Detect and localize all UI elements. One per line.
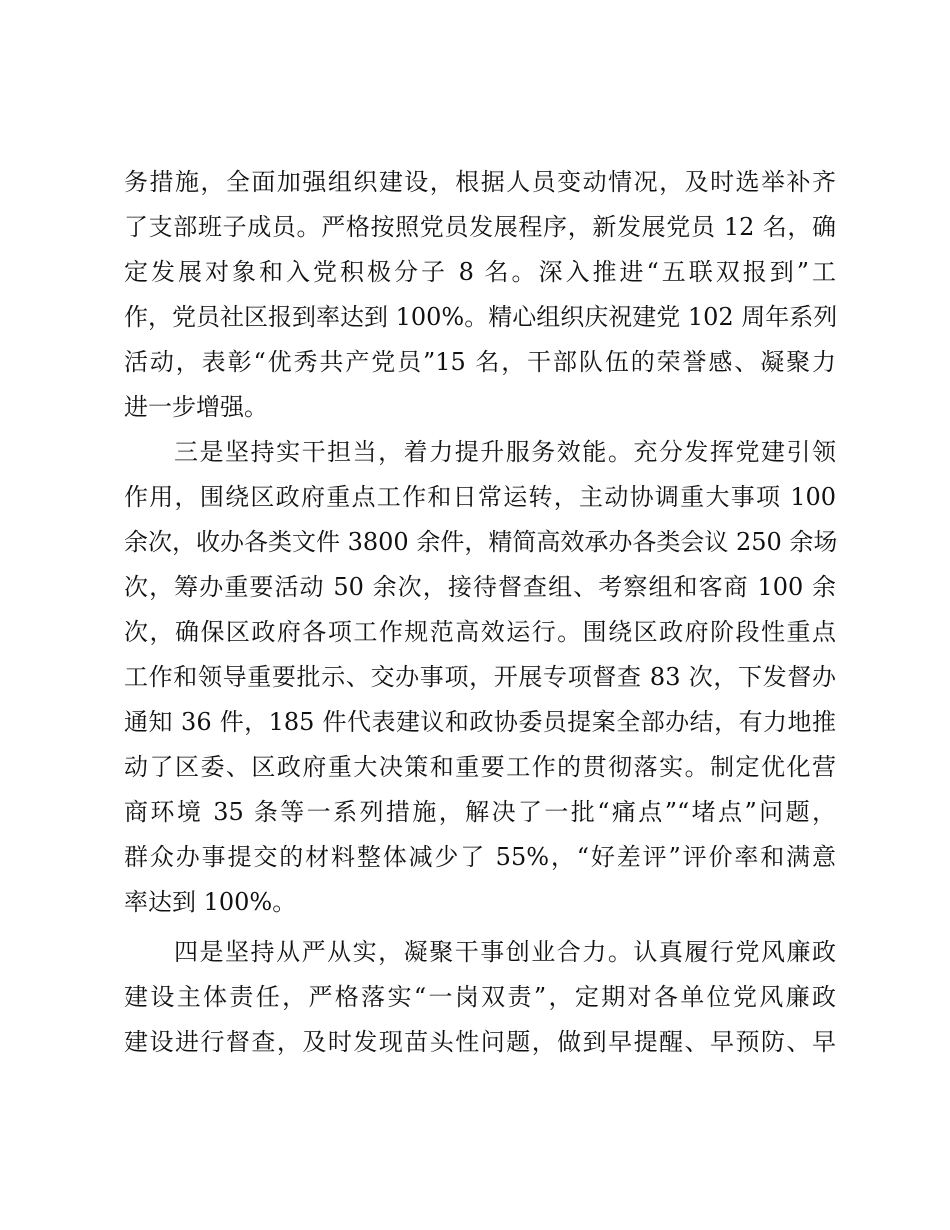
text-line: 动了区委、区政府重大决策和重要工作的贯彻落实。制定优化营 [124,753,836,781]
text-line: 群众办事提交的材料整体减少了 55%，“好差评”评价率和满意 [124,843,836,871]
text-line: 作，党员社区报到率达到 100%。精心组织庆祝建党 102 周年系列 [124,303,838,331]
text-line: 定发展对象和入党积极分子 8 名。深入推进“五联双报到”工 [124,258,836,286]
text-line: 次，筹办重要活动 50 余次，接待督查组、考察组和客商 100 余 [124,573,836,601]
text-line: 通知 36 件，185 件代表建议和政协委员提案全部办结，有力地推 [124,708,836,736]
text-line: 务措施，全面加强组织建设，根据人员变动情况，及时选举补齐 [124,168,836,196]
text-line: 四是坚持从严从实，凝聚干事创业合力。认真履行党风廉政 [174,938,836,966]
text-line: 三是坚持实干担当，着力提升服务效能。充分发挥党建引领 [174,438,836,466]
text-line: 次，确保区政府各项工作规范高效运行。围绕区政府阶段性重点 [124,618,836,646]
text-line: 商环境 35 条等一系列措施，解决了一批“痛点”“堵点”问题， [124,798,836,826]
text-line: 进一步增强。 [124,393,268,421]
text-line: 建设进行督查，及时发现苗头性问题，做到早提醒、早预防、早 [124,1028,836,1056]
text-line: 余次，收办各类文件 3800 余件，精简高效承办各类会议 250 余场 [124,528,838,556]
text-line: 活动，表彰“优秀共产党员”15 名，干部队伍的荣誉感、凝聚力 [124,348,836,376]
text-line: 率达到 100%。 [124,888,297,916]
text-line: 了支部班子成员。严格按照党员发展程序，新发展党员 12 名，确 [124,213,836,241]
text-line: 建设主体责任，严格落实“一岗双责”，定期对各单位党风廉政 [124,983,836,1011]
text-line: 作用，围绕区政府重点工作和日常运转，主动协调重大事项 100 [124,483,836,511]
text-line: 工作和领导重要批示、交办事项，开展专项督查 83 次，下发督办 [124,663,836,691]
